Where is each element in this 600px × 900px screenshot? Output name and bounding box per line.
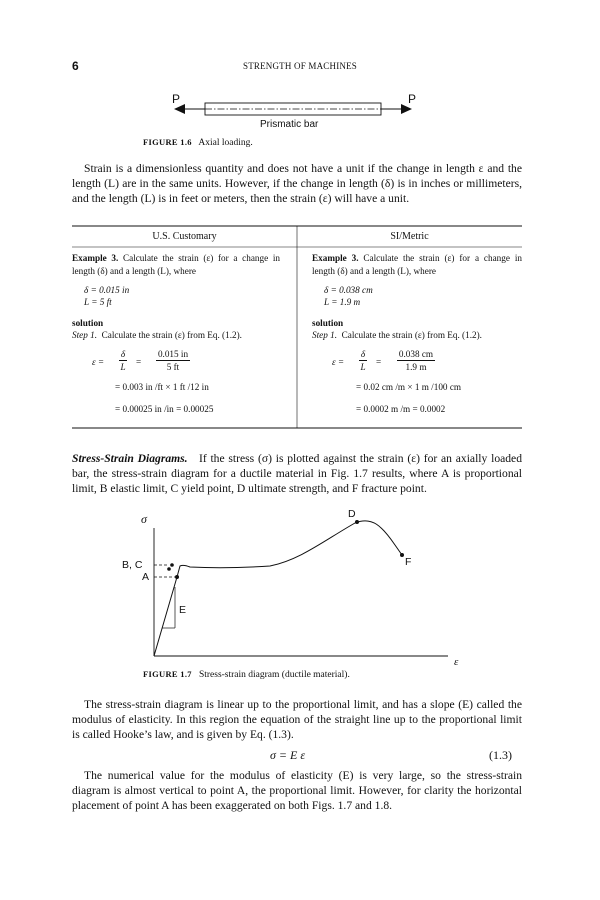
load-label-left: P bbox=[172, 92, 181, 106]
equation-1-3: σ = E ε bbox=[270, 748, 306, 762]
us-frac1-den: L bbox=[120, 362, 126, 372]
section-text: If the stress (σ) is plotted against the strain (ε) for an axially loaded bar, the stress-strain diagram for a ductile material in Fig. 1.7 results, where A is proportional limit, B elastic limit, C yield point, D ultimate strength, and F fracture point. bbox=[72, 452, 523, 496]
si-step-label: Step 1. bbox=[312, 330, 338, 340]
load-label-right: P bbox=[408, 92, 417, 106]
point-d-marker bbox=[355, 520, 359, 524]
us-frac2-den: 5 ft bbox=[166, 362, 180, 372]
hooke-paragraph: The stress-strain diagram is linear up to the proportional limit, and has a slope (E) called the modulus of elasticity. In this region the equation of the straight line up to the proportional limit is called Hooke’s law, and is given by Eq. (1.3). bbox=[72, 698, 522, 742]
si-example-label: Example 3. bbox=[312, 253, 359, 263]
figure-1-7-caption bbox=[143, 669, 350, 680]
si-eq-lhs: ε = bbox=[332, 357, 345, 367]
running-head: STRENGTH OF MACHINES bbox=[242, 61, 357, 71]
point-c-marker bbox=[170, 563, 174, 567]
us-example-body: Calculate the strain (ε) for a change in length (δ) and a length (L), where bbox=[72, 253, 280, 276]
x-axis-label: ε bbox=[454, 656, 459, 668]
us-line-3: = 0.00025 in /in = 0.00025 bbox=[115, 404, 214, 414]
si-given-1: δ = 0.038 cm bbox=[324, 285, 373, 295]
si-eq-equals: = bbox=[376, 357, 382, 367]
si-line-2: = 0.02 cm /m × 1 m /100 cm bbox=[356, 382, 462, 392]
us-eq-lhs: ε = bbox=[92, 357, 105, 367]
us-solution-label: solution bbox=[72, 318, 104, 328]
si-frac1-num: δ bbox=[360, 349, 366, 359]
si-frac2-num: 0.038 cm bbox=[398, 349, 434, 359]
equation-number: (1.3) bbox=[489, 748, 512, 762]
us-eq-equals: = bbox=[136, 357, 142, 367]
label-f: F bbox=[405, 556, 412, 568]
label-d: D bbox=[348, 508, 356, 520]
intro-paragraph: Strain is a dimensionless quantity and does not have a unit if the change in length ε and the length (L) are in the same units. However, if the change in length (δ) is in inches or millimeters, and the length (L) is in feet or meters, then the strain (ε) will have a unit. bbox=[72, 162, 522, 206]
label-e: E bbox=[179, 604, 187, 616]
final-paragraph: The numerical value for the modulus of elasticity (E) is very large, so the stress-strain diagram is almost vertical to point A, the proportional limit. However, for clarity the horizontal placement of point A has been exaggerated on both Figs. 1.7 and 1.8. bbox=[72, 769, 522, 813]
stress-strain-curve bbox=[154, 521, 402, 656]
label-a: A bbox=[142, 571, 150, 583]
us-example-label: Example 3. bbox=[72, 253, 119, 263]
us-line-2: = 0.003 in /ft × 1 ft /12 in bbox=[115, 382, 209, 392]
table-header-us: U.S. Customary bbox=[152, 231, 217, 242]
si-example-body: Calculate the strain (ε) for a change in length (δ) and a length (L), where bbox=[312, 253, 522, 276]
us-step-label: Step 1. bbox=[72, 330, 98, 340]
caption-text: Axial loading. bbox=[198, 138, 253, 148]
y-axis-label: σ bbox=[141, 512, 147, 526]
us-frac2-num: 0.015 in bbox=[157, 349, 189, 359]
si-frac1-den: L bbox=[360, 362, 366, 372]
bar-label: Prismatic bar bbox=[260, 119, 319, 130]
page-number: 6 bbox=[72, 59, 79, 73]
caption-label: FIGURE 1.6 bbox=[143, 137, 192, 147]
us-step-text: Calculate the strain (ε) from Eq. (1.2). bbox=[101, 330, 242, 340]
point-b-marker bbox=[167, 567, 171, 571]
si-step-text: Calculate the strain (ε) from Eq. (1.2). bbox=[341, 330, 482, 340]
us-given-1: δ = 0.015 in bbox=[84, 285, 130, 295]
si-frac2-den: 1.9 m bbox=[405, 362, 427, 372]
us-frac1-num: δ bbox=[120, 349, 126, 359]
section-heading: Stress-Strain Diagrams. bbox=[72, 452, 188, 465]
si-line-3: = 0.0002 m /m = 0.0002 bbox=[356, 404, 446, 414]
si-given-2: L = 1.9 m bbox=[324, 297, 361, 307]
table-header-si: SI/Metric bbox=[390, 231, 429, 242]
point-a-marker bbox=[175, 575, 179, 579]
caption-text: Stress-strain diagram (ductile material). bbox=[198, 670, 350, 680]
caption-label: FIGURE 1.7 bbox=[143, 669, 192, 679]
label-bc: B, C bbox=[122, 559, 143, 571]
us-given-2: L = 5 ft bbox=[84, 297, 112, 307]
si-solution-label: solution bbox=[312, 318, 344, 328]
point-f-marker bbox=[400, 553, 404, 557]
